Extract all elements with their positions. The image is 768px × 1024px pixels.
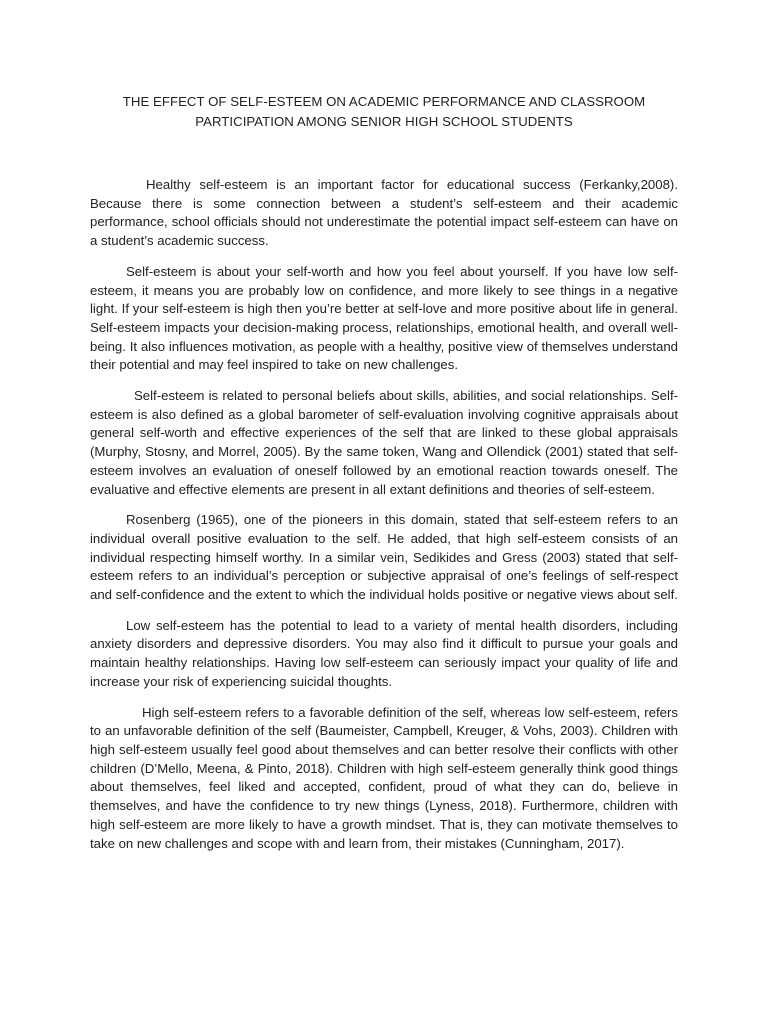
paragraph-4: Rosenberg (1965), one of the pioneers in this domain, stated that self-esteem refers to an individual overall positive evaluation to the self. He added, that high self-esteem consists of an individual respecting himself worthy. In a similar vein, Sedikides and Gress (2003) stated that self-esteem refers to an individual’s perception or subjective appraisal of one’s feelings of self-respect and self-confidence and the extent to which the individual holds positive or negative views about self.	[90, 512, 678, 603]
document-title: THE EFFECT OF SELF-ESTEEM ON ACADEMIC PERFORMANCE AND CLASSROOM PARTICIPATION AMONG SENIOR HIGH SCHOOL STUDENTS	[122, 94, 646, 129]
paragraph-6: High self-esteem refers to a favorable definition of the self, whereas low self-esteem, refers to an unfavorable definition of the self (Baumeister, Campbell, Kreuger, & Vohs, 2003). Children with high self-esteem usually feel good about themselves and can better resolve their conflicts with other children (D’Mello, Meena, & Pinto, 2018). Children with high self-esteem generally think good things about themselves, feel liked and accepted, confident, proud of what they can do, believe in themselves, and have the confidence to try new things (Lyness, 2018). Furthermore, children with high self-esteem are more likely to have a growth mindset. That is, they can motivate themselves to take on new challenges and scope with and learn from, their mistakes (Cunningham, 2017).	[90, 704, 678, 851]
paragraph-3: Self-esteem is related to personal beliefs about skills, abilities, and social relationships. Self-esteem is also defined as a global barometer of self-evaluation involving cognitive appraisals about general self-worth and effective experiences of the self that are linked to these global appraisals (Murphy, Stosny, and Morrel, 2005). By the same token, Wang and Ollendick (2001) stated that self-esteem involves an evaluation of oneself followed by an emotional reaction towards oneself. The evaluative and effective elements are present in all extant definitions and theories of self-esteem.	[90, 388, 678, 497]
paragraph-1: Healthy self-esteem is an important factor for educational success (Ferkanky,2008). Because there is some connection between a student’s self-esteem and their academic performance, school officials should not underestimate the potential impact self-esteem can have on a student’s academic success.	[90, 177, 678, 249]
paragraph-5: Low self-esteem has the potential to lead to a variety of mental health disorders, including anxiety disorders and depressive disorders. You may also find it difficult to pursue your goals and maintain healthy relationships. Having low self-esteem can seriously impact your quality of life and increase your risk of experiencing suicidal thoughts.	[90, 617, 678, 689]
paragraph-2: Self-esteem is about your self-worth and how you feel about yourself. If you have low self-esteem, it means you are probably low on confidence, and more likely to see things in a negative light. If your self-esteem is high then you’re better at self-love and more positive about life in general. Self-esteem impacts your decision-making process, relationships, emotional health, and overall well-being. It also influences motivation, as people with a healthy, positive view of themselves understand their potential and may feel inspired to take on new challenges.	[90, 263, 678, 373]
document-body	[90, 176, 678, 865]
